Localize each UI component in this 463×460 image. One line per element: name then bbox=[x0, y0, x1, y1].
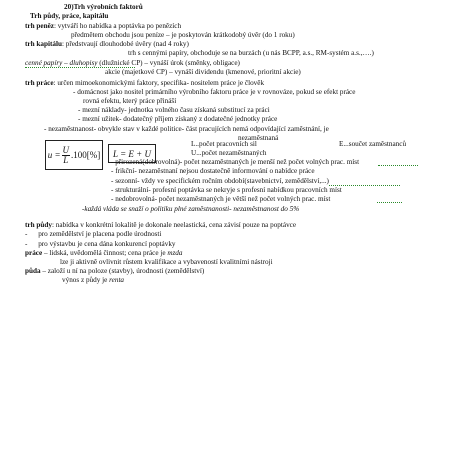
bonds-term: cenné papíry – dluhopisy bbox=[25, 59, 98, 67]
term-text: : předstvaují dlouhodobé úvěry (nad 4 roky) bbox=[61, 40, 189, 48]
def-employed: E...součet zaměstnanců bbox=[339, 140, 407, 148]
term-text: – založí u ní na poloze (stavby), úrodnosti (zemědělství) bbox=[40, 267, 205, 275]
type-structural: - strukturální- profesní poptávka se nekryje s profesní nabídkou pracovních míst bbox=[111, 186, 342, 194]
line-work bbox=[25, 249, 183, 258]
formula-fraction bbox=[62, 146, 71, 165]
line-land bbox=[25, 267, 204, 276]
policy-note: -každá vláda se snaží o politiku plné zaměstnanosti- nezaměstnanost do 5% bbox=[82, 205, 300, 213]
bullet-agriculture bbox=[25, 230, 161, 239]
formula-numerator: U bbox=[62, 144, 70, 155]
formula-denominator: L bbox=[63, 154, 69, 165]
term-label: trh kapitálu bbox=[25, 40, 62, 48]
page-subtitle: Trh půdy, práce, kapitálu bbox=[30, 12, 109, 20]
line-shares: akcie (majetkové CP) – vynáší dividendu (kmenové, prioritní akcie) bbox=[105, 68, 301, 76]
line-marginal-utility: - mezní užitek- dodatečný příjem získaný z dodatečné jednotky práce bbox=[78, 115, 278, 123]
line-money-detail: předmětem obchodu jsou peníze – je poskytován krátkodobý úvěr (do 1 roku) bbox=[71, 31, 295, 39]
bullet-construction bbox=[25, 240, 176, 249]
spellcheck-mark bbox=[377, 200, 402, 203]
formula-lhs: u = bbox=[47, 150, 61, 160]
term-text: : určen mimoekonomickými faktory, specifika- nositelem práce je člověk bbox=[53, 79, 265, 87]
def-labour-force: L..počet pracovních sil bbox=[191, 140, 257, 148]
type-natural: - přirozená(dobrovolná)- počet nezaměstnaných je menší než počet volných prac. míst bbox=[111, 158, 360, 166]
line-money-market bbox=[25, 22, 181, 31]
line-household-cont: rovná efektu, který práce přináší bbox=[83, 97, 177, 105]
line-marginal-cost: - mezní náklady- jednotka volného času získaná substitucí za práci bbox=[78, 106, 270, 114]
type-involuntary: - nedobrovolná- počet nezaměstnaných je větší než počet volných prac. míst bbox=[111, 195, 331, 203]
unemployment-rate-formula bbox=[45, 140, 103, 170]
spellcheck-mark bbox=[25, 65, 135, 68]
term-label: půda bbox=[25, 267, 41, 275]
line-capital-market bbox=[25, 40, 189, 49]
line-unemployment: - nezaměstnanost- obvykle stav v každé politice- část pracujících nemá odpovídající zaměstnání, je bbox=[44, 125, 329, 133]
def-unemployed: U...počet nezaměstnaných bbox=[191, 149, 267, 157]
term-text: : nabídka v konkrétní lokalitě je dokonale neelastická, cena závisí pouze na poptávce bbox=[51, 221, 297, 229]
spellcheck-mark bbox=[378, 163, 418, 166]
rent-text: výnos z půdy je bbox=[62, 276, 110, 284]
line-rent bbox=[62, 276, 124, 285]
type-frictional: - frikční- nezaměstnaní nejsou dostatečně informování o nabídce práce bbox=[111, 167, 315, 175]
bullet-text: pro výstavbu je cena dána konkurencí poptávky bbox=[38, 240, 176, 248]
term-label: trh práce bbox=[25, 79, 54, 87]
rent-term: renta bbox=[109, 276, 125, 284]
formula-tail: .100[%] bbox=[71, 150, 101, 160]
line-household: - domácnost jako nositel primárního výrobního faktoru práce je v rovnováze, pokud se efekt práce bbox=[73, 88, 356, 96]
bullet-text: pro zemědělství je placena podle úrodnosti bbox=[38, 230, 162, 238]
line-labour-market bbox=[25, 79, 264, 88]
term-label: trh půdy bbox=[25, 221, 52, 229]
labour-force-formula: L = E + U bbox=[108, 144, 156, 163]
bullet-dash: - bbox=[25, 240, 39, 248]
line-capital-securities: trh s cennými papíry, obchoduje se na burzách (u nás BCPP, a.s., RM-systém a.s.,….) bbox=[128, 49, 374, 57]
line-unemployed: nezaměstnaná bbox=[238, 134, 279, 142]
spellcheck-mark bbox=[329, 183, 400, 186]
term-text: : vytváří ho nabídka a poptávka po penězích bbox=[53, 22, 182, 30]
term-text: – lidská, uvědomělá činnost; cena práce je bbox=[42, 249, 168, 257]
type-seasonal: - sezonní- vždy ve specifickém ročním období(stavebnictví, zemědělství,...) bbox=[111, 177, 329, 185]
bonds-text: (dlužnické CP) – vynáší úrok (směnky, obligace) bbox=[97, 59, 240, 67]
term-label: trh peněz bbox=[25, 22, 54, 30]
line-work-cont: lze ji aktivně ovlivnit růstem kvalifikace a vybaveností kvalitními nástroji bbox=[60, 258, 273, 266]
term-label: práce bbox=[25, 249, 43, 257]
page-title: 20)Trh výrobních faktorů bbox=[64, 3, 143, 11]
bullet-dash: - bbox=[25, 230, 39, 238]
line-land-market bbox=[25, 221, 296, 230]
term-wage: mzda bbox=[167, 249, 183, 257]
